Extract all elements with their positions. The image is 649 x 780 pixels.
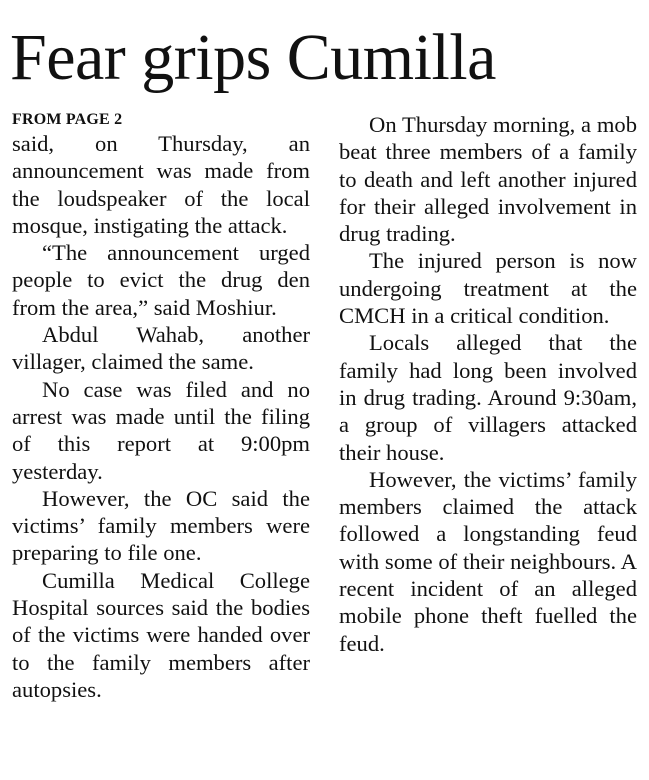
jump-label: FROM PAGE 2 [12, 111, 123, 128]
paragraph: No case was filed and no arrest was made until the filing of this report at 9:00pm yesterday. [12, 376, 310, 484]
paragraph: Locals alleged that the family had long been involved in drug trading. Around 9:30am, a group of villagers attacked their house. [339, 330, 637, 465]
paragraph: Abdul Wahab, another villager, claimed the same. [12, 322, 310, 375]
paragraph: Cumilla Medical College Hospital sources said the bodies of the victims were handed over to the family members after autopsies. [12, 567, 310, 702]
paragraph: “The announcement urged people to evict the drug den from the area,” said Moshiur. [12, 240, 310, 320]
paragraph: On Thursday morning, a mob beat three members of a family to death and left another injured for their alleged involvement in drug trading. [339, 112, 637, 247]
paragraph: However, the OC said the victims’ family members were preparing to file one. [12, 485, 310, 566]
article-column-right [339, 111, 637, 657]
article-column-left [12, 110, 310, 703]
paragraph: The injured person is now undergoing treatment at the CMCH in a critical condition. [339, 248, 637, 329]
headline: Fear grips Cumilla [10, 21, 496, 94]
paragraph: However, the victims’ family members claimed the attack followed a longstanding feud with some of their neighbours. A recent incident of an alleged mobile phone theft fuelled the feud. [339, 466, 637, 656]
paragraph: said, on Thursday, an announcement was made from the loudspeaker of the local mosque, instigating the attack. [12, 131, 310, 238]
